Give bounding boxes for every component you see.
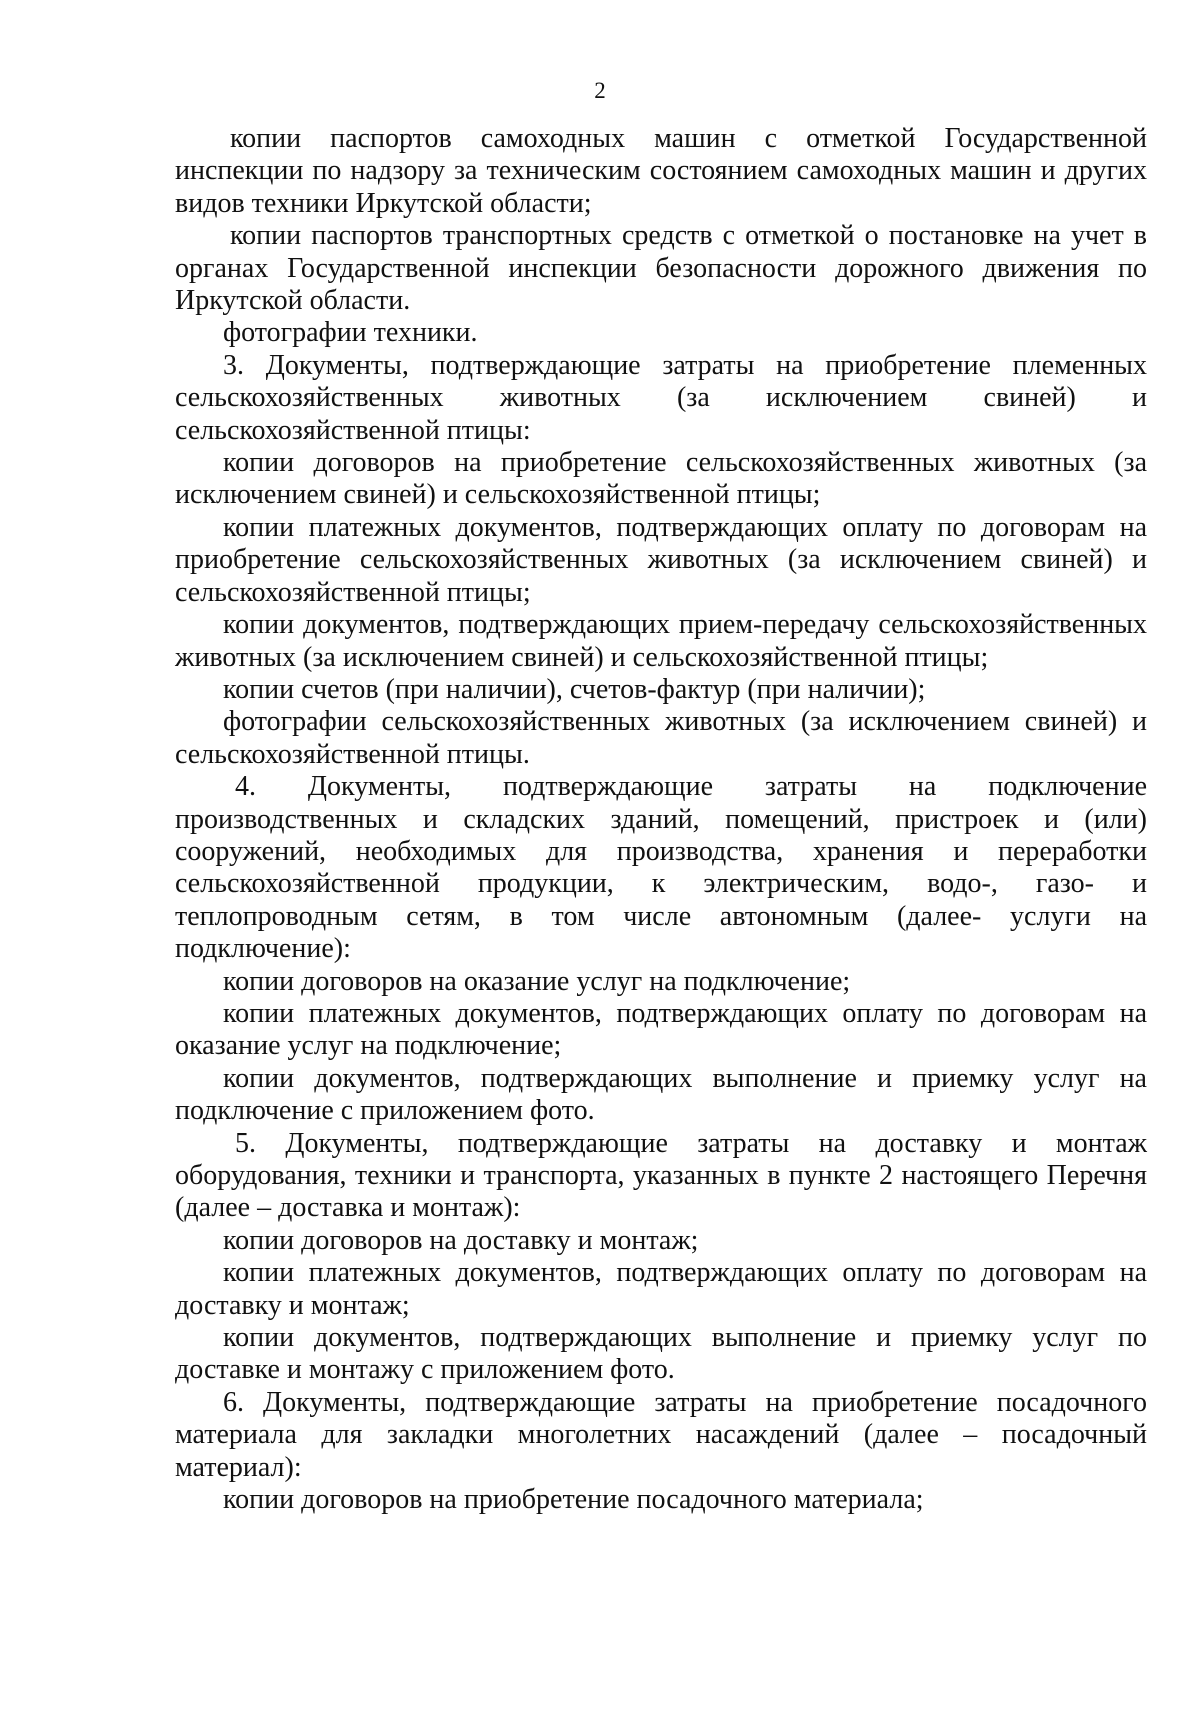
document-body [175, 123, 1147, 1516]
paragraph-animal-transfer: копии документов, подтверждающих прием-передачу сельскохозяйственных животных (за исключением свиней) и сельскохозяйственной птицы; [175, 609, 1147, 673]
section-6-heading: 6. Документы, подтверждающие затраты на приобретение посадочного материала для закладки многолетних насаждений (далее – посадочный материал): [175, 1386, 1147, 1483]
paragraph-invoices: копии счетов (при наличии), счетов-фактур (при наличии); [223, 673, 926, 705]
paragraph-delivery-contracts: копии договоров на доставку и монтаж; [223, 1224, 699, 1256]
paragraph-vehicle-passports: копии паспортов транспортных средств с отметкой о постановке на учет в органах Государственной инспекции безопасности дорожного движения по Иркутской области. [175, 220, 1147, 317]
page-number: 2 [594, 78, 606, 103]
paragraph-animal-photos: фотографии сельскохозяйственных животных (за исключением свиней) и сельскохозяйственной птицы. [175, 706, 1147, 770]
paragraph-connection-payments: копии платежных документов, подтверждающих оплату по договорам на оказание услуг на подключение; [175, 997, 1147, 1062]
paragraph-animal-payments: копии платежных документов, подтверждающих оплату по договорам на приобретение сельскохозяйственных животных (за исключением свиней) и сельскохозяйственной птицы; [175, 511, 1147, 608]
paragraph-connection-acceptance: копии документов, подтверждающих выполнение и приемку услуг на подключение с приложением фото. [175, 1062, 1147, 1127]
paragraph-equipment-photos: фотографии техники. [223, 317, 478, 349]
section-5-heading: 5. Документы, подтверждающие затраты на доставку и монтаж оборудования, техники и транспорта, указанных в пункте 2 настоящего Перечня (далее – доставка и монтаж): [175, 1127, 1147, 1224]
paragraph-connection-contracts: копии договоров на оказание услуг на подключение; [223, 965, 851, 997]
section-4-heading: 4. Документы, подтверждающие затраты на подключение производственных и складских зданий, помещений, пристроек и (или) сооружений, необходимых для производства, хранения и переработки сельскохозяйственной продукции, к электрическим, водо-, газо- и теплопроводным сетям, в том числе автономным (далее- услуги на подключение): [175, 771, 1147, 965]
paragraph-delivery-payments: копии платежных документов, подтверждающих оплату по договорам на доставку и монтаж; [175, 1257, 1147, 1321]
paragraph-delivery-acceptance: копии документов, подтверждающих выполнение и приемку услуг по доставке и монтажу с приложением фото. [175, 1322, 1147, 1386]
paragraph-animal-contracts: копии договоров на приобретение сельскохозяйственных животных (за исключением свиней) и сельскохозяйственной птицы; [175, 447, 1147, 511]
paragraph-self-propelled-passports: копии паспортов самоходных машин с отметкой Государственной инспекции по надзору за техническим состоянием самоходных машин и других видов техники Иркутской области; [175, 123, 1147, 219]
section-3-heading: 3. Документы, подтверждающие затраты на приобретение племенных сельскохозяйственных животных (за исключением свиней) и сельскохозяйственной птицы: [175, 349, 1147, 446]
paragraph-planting-contracts: копии договоров на приобретение посадочного материала; [223, 1484, 924, 1516]
